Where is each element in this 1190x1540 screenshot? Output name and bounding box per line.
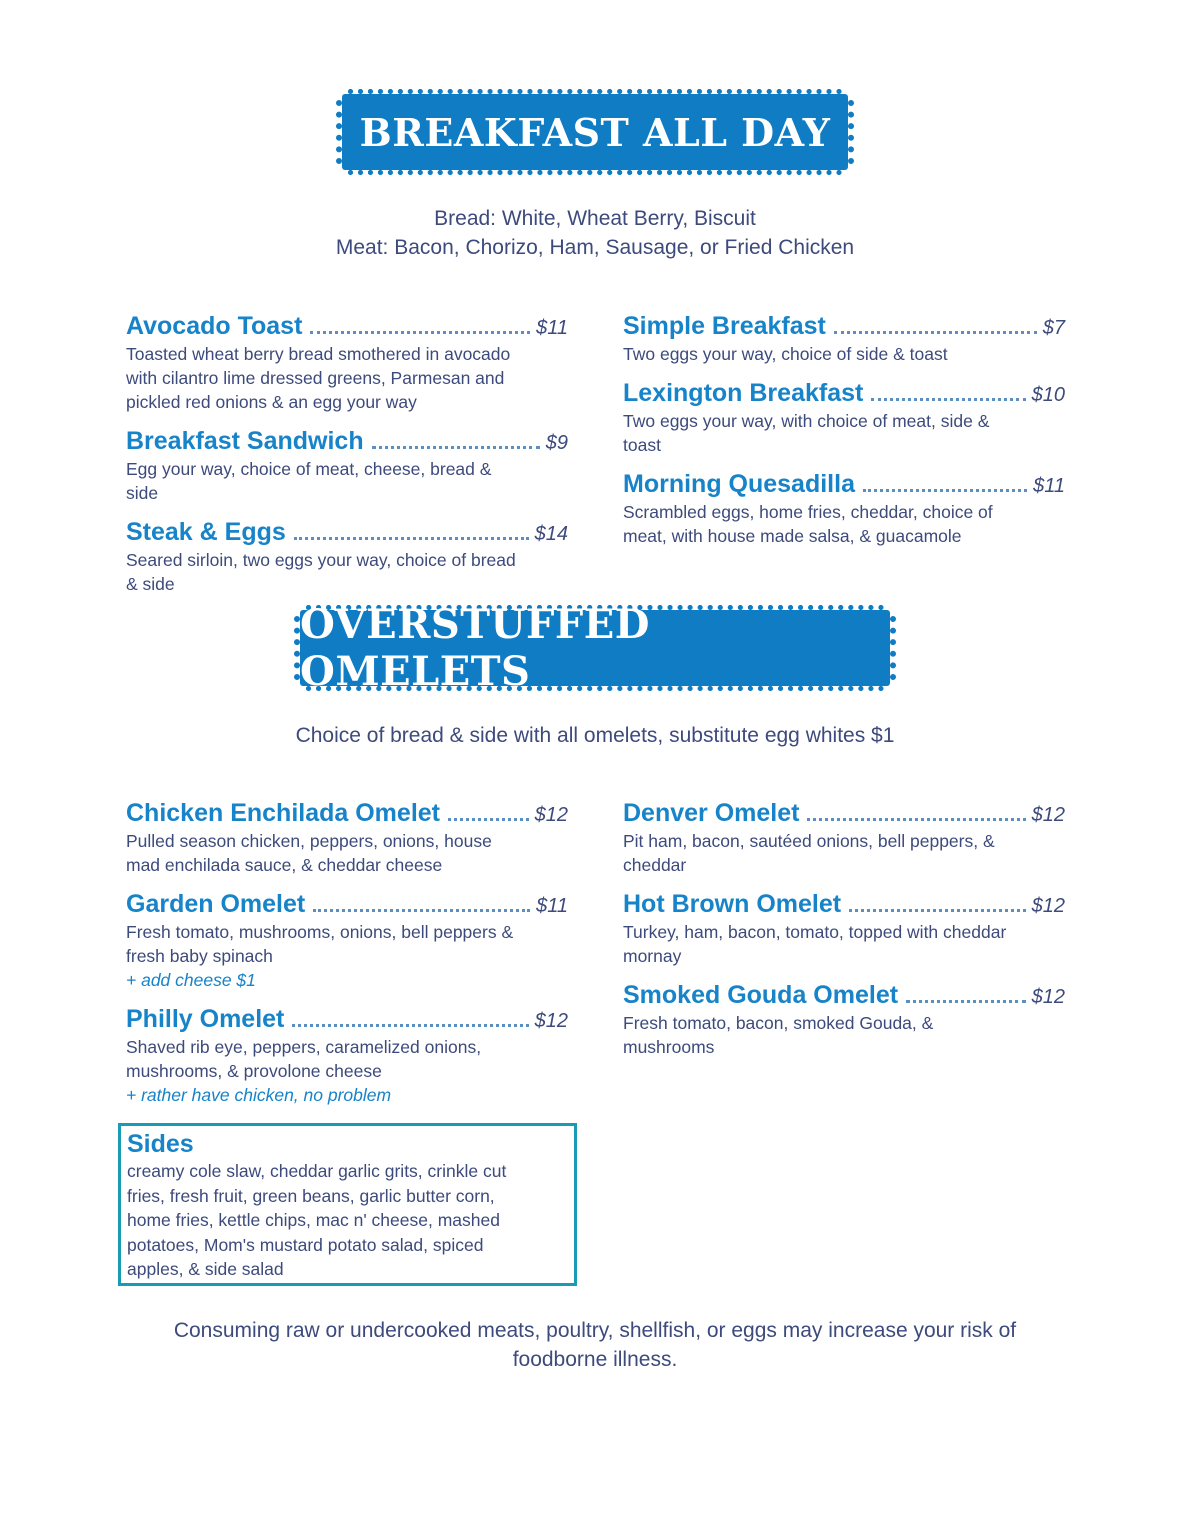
menu-item xyxy=(126,427,568,505)
dot-leader xyxy=(906,1000,1026,1003)
item-note: + rather have chicken, no problem xyxy=(126,1085,392,1105)
menu-item xyxy=(126,890,568,992)
omelets-title: OVERSTUFFED OMELETS xyxy=(300,601,650,695)
item-name: Hot Brown Omelet xyxy=(623,890,842,918)
item-description: Shaved rib eye, peppers, caramelized onions, mushrooms, & provolone cheese xyxy=(126,1037,482,1081)
meat-options: Meat: Bacon, Chorizo, Ham, Sausage, or Fried Chicken xyxy=(335,236,855,259)
menu-item xyxy=(623,312,1065,366)
item-price: $12 xyxy=(1031,895,1065,917)
menu-item xyxy=(623,470,1065,548)
item-name: Smoked Gouda Omelet xyxy=(623,981,899,1009)
item-price: $11 xyxy=(536,895,568,917)
dot-leader xyxy=(834,331,1037,334)
item-note: + add cheese $1 xyxy=(126,970,256,990)
item-description: Turkey, ham, bacon, tomato, topped with cheddar mornay xyxy=(623,922,1007,966)
breakfast-left-column xyxy=(126,312,568,609)
bread-options: Bread: White, Wheat Berry, Biscuit xyxy=(434,207,756,230)
menu-item xyxy=(126,312,568,414)
menu-item xyxy=(623,890,1065,968)
dot-leader xyxy=(292,1024,528,1027)
dot-leader xyxy=(313,909,530,912)
item-price: $10 xyxy=(1031,384,1065,406)
item-price: $11 xyxy=(536,317,568,339)
item-description: Pulled season chicken, peppers, onions, house mad enchilada sauce, & cheddar cheese xyxy=(126,831,492,875)
item-description: Fresh tomato, bacon, smoked Gouda, & mushrooms xyxy=(623,1013,934,1057)
dot-leader xyxy=(849,909,1026,912)
item-name: Philly Omelet xyxy=(126,1005,285,1033)
breakfast-title: BREAKFAST ALL DAY xyxy=(359,109,831,155)
dot-leader xyxy=(871,398,1025,401)
item-price: $7 xyxy=(1042,317,1065,339)
item-name: Garden Omelet xyxy=(126,890,306,918)
item-name: Steak & Eggs xyxy=(126,518,286,546)
sides-box xyxy=(118,1123,577,1286)
item-description: Seared sirloin, two eggs your way, choice of bread & side xyxy=(126,550,516,594)
dot-leader xyxy=(372,446,540,449)
item-price: $12 xyxy=(534,804,568,826)
omelets-right-column xyxy=(623,799,1065,1072)
breakfast-banner xyxy=(342,94,848,170)
item-description: Two eggs your way, with choice of meat, side & toast xyxy=(623,411,990,455)
item-name: Breakfast Sandwich xyxy=(126,427,364,455)
menu-item xyxy=(126,518,568,596)
breakfast-right-column xyxy=(623,312,1065,561)
item-name: Denver Omelet xyxy=(623,799,800,827)
item-price: $11 xyxy=(1033,475,1065,497)
omelets-banner xyxy=(300,601,890,695)
item-description: Fresh tomato, mushrooms, onions, bell peppers & fresh baby spinach xyxy=(126,922,514,966)
sides-list: creamy cole slaw, cheddar garlic grits, crinkle cut fries, fresh fruit, green beans, garlic butter corn, home fries, kettle chips, mac n' cheese, mashed potatoes, Mom's mustard potato salad, spiced apples, & side salad xyxy=(127,1161,507,1279)
omelets-intro: Choice of bread & side with all omelets, substitute egg whites $1 xyxy=(295,724,895,747)
omelets-left-column xyxy=(126,799,568,1120)
item-description: Two eggs your way, choice of side & toast xyxy=(623,344,948,364)
item-name: Avocado Toast xyxy=(126,312,303,340)
item-description: Toasted wheat berry bread smothered in avocado with cilantro lime dressed greens, Parmesan and pickled red onions & an egg your way xyxy=(126,344,511,412)
menu-item xyxy=(623,379,1065,457)
item-name: Simple Breakfast xyxy=(623,312,826,340)
menu-item xyxy=(623,799,1065,877)
item-price: $12 xyxy=(1031,986,1065,1008)
dot-leader xyxy=(310,331,530,334)
item-description: Pit ham, bacon, sautéed onions, bell peppers, & cheddar xyxy=(623,831,995,875)
item-price: $12 xyxy=(1031,804,1065,826)
breakfast-intro xyxy=(0,204,1190,262)
food-safety-disclaimer: Consuming raw or undercooked meats, poultry, shellfish, or eggs may increase your risk of foodborne illness. xyxy=(173,1319,1017,1371)
menu-item xyxy=(126,1005,568,1107)
menu-item xyxy=(623,981,1065,1059)
dot-leader xyxy=(294,537,529,540)
sides-title: Sides xyxy=(127,1130,194,1158)
dot-leader xyxy=(448,818,529,821)
item-description: Egg your way, choice of meat, cheese, bread & side xyxy=(126,459,492,503)
dot-leader xyxy=(807,818,1025,821)
item-name: Lexington Breakfast xyxy=(623,379,864,407)
item-price: $9 xyxy=(545,432,568,454)
item-price: $14 xyxy=(534,523,568,545)
item-name: Chicken Enchilada Omelet xyxy=(126,799,440,827)
dot-leader xyxy=(863,489,1027,492)
item-name: Morning Quesadilla xyxy=(623,470,855,498)
item-price: $12 xyxy=(534,1010,568,1032)
menu-item xyxy=(126,799,568,877)
item-description: Scrambled eggs, home fries, cheddar, choice of meat, with house made salsa, & guacamole xyxy=(623,502,993,546)
